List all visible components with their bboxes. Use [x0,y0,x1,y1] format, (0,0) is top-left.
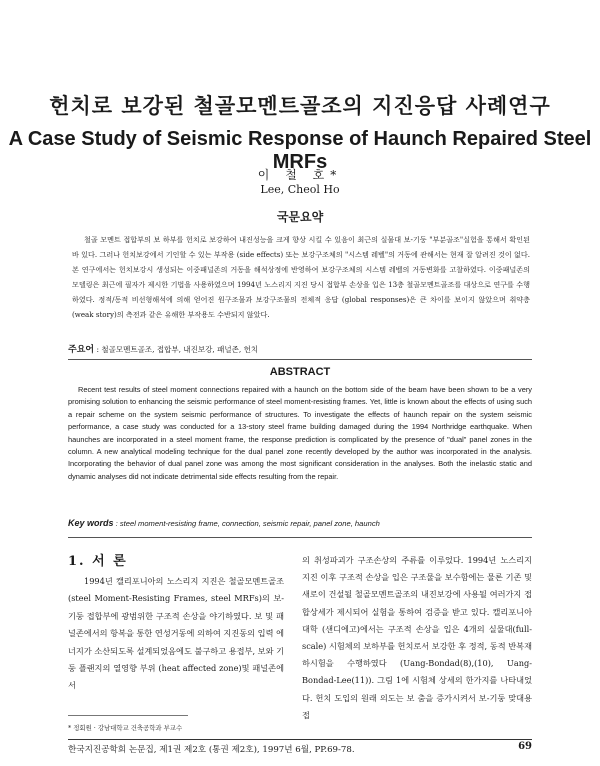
divider [68,537,532,538]
keywords-korean-text: : 철골모멘트골조, 접합부, 내진보강, 패널존, 헌치 [94,345,259,354]
abstract-korean: 철골 모멘트 접합부의 보 하부를 헌치로 보강하여 내진성능을 크게 향상 시킬 수 있음이 최근의 실물대 보-기둥 "부분골조"실험을 통해서 확인된 바 있다. 그러나 헌치보강에서 기인할 수 있는 부작용 (side effects) 또는 보강구조체의 "시스템 레벨"의 거동에 관해서는 현재 잘 알려진 것이 없다. 본 연구에서는 헌치보강시 생성되는 이중패널존의 거동을 해석상정에 반영하여 보강구조체의 시스템 레벨의 거동변화를 고찰하였다. 이중패널존의 모델링은 최근에 필자가 제시한 기법을 사용하였으며 1994년 노스리지 지진 당시 접합부 손상을 입은 13층 철골모멘트골조를 대상으로 연구를 수행하였다. 정적/동적 비선형해석에 의해 얻어진 원구조물과 보강구조물의 전체적 응답 (global responses)은 큰 차이를 보이지 않았으며 취약층 (weak story)의 측전과 같은 유해한 부작용도 수반되지 않았다. [72,235,530,319]
abstract-english-heading: ABSTRACT [269,366,331,378]
footer-rule [68,739,532,740]
author-korean: 이 철 호* [257,168,343,182]
author-english: Lee, Cheol Ho [260,183,340,196]
footnote-rule [68,715,188,716]
keywords-korean [68,342,530,355]
body-left-column: 1994년 캘리포니아의 노스리지 지진은 철골모멘트골조(steel Moment-Resisting Frames, steel MRFs)의 보-기둥 접합부에 광범위한 구조적 손상을 야기하였다. 보 및 패널존에서의 항복을 통한 연성거동에 의하여 지진동의 입력 에너지가 소산되도록 설계되었음에도 불구하고 용접부, 보와 기둥 플랜지의 열영향 부위 (heat affected zone)및 패널존에서 [68,576,284,691]
body-right-column: 의 취성파괴가 구조손상의 주류를 이루었다. 1994년 노스리지 지진 이후 구조적 손상을 입은 구조물을 보수함에는 물론 기존 및 새로이 건설될 철골모멘트골조의 내진보강에 사용될 여러가지 접합상세가 제시되어 실험을 통하여 검증을 받고 있다. 캘리포니아 대학 (샌디에고)에서는 구조적 손상을 입은 4개의 실물대(full-scale) 시험체의 보하부를 헌치로서 보강한 후 정적, 동적 반복재하시험을 수행하였다 (Uang-Bondad(8),(10), Uang-Bondad-Lee(11)). 그림 1에 시험체 상세의 한가지를 나타내었다. 헌치 도입의 원래 의도는 보 춤을 증가시켜서 보-기둥 맞대용접 [302,555,532,720]
keywords-english-label: Key words [68,518,114,528]
section-heading: 1. 서 론 [68,554,128,569]
title-english: A Case Study of Seismic Response of Haunch Repaired Steel MRFs [8,128,592,173]
title-korean: 헌치로 보강된 철골모멘트골조의 지진응답 사례연구 [49,93,551,118]
abstract-korean-heading: 국문요약 [276,210,324,224]
page-number: 69 [518,741,532,752]
divider [68,359,532,360]
keywords-korean-label: 주요어 [68,345,95,355]
footnote: * 정회원 · 강남대학교 건축공학과 부교수 [68,724,183,732]
journal-footer: 한국지진공학회 논문집, 제1권 제2호 (통권 제2호), 1997년 6월, PP.69-78. [68,745,355,755]
keywords-english-text: : steel moment-resisting frame, connection, seismic repair, panel zone, haunch [113,519,380,528]
keywords-english [68,518,532,528]
abstract-english: Recent test results of steel moment connections repaired with a haunch on the bottom side of the beam have been shown to be a very promising solution to enhancing the seismic performance of steel moment-resisting frames. Yet, little is known about the effects of using such a repair scheme on the system seismic performance of structures. To investigate the effects of haunch repair on the system seismic performance, a case study was conducted for a 13-story steel frame building damaged during the 1994 Northridge earthquake. When haunches are incorporated in a steel moment frame, the response prediction is complicated by the presence of "dual" panel zones in the column. A new analytical modeling technique for the dual panel zone recently developed by the author was incorporated in the analysis. Incorporating the behavior of dual panel zone was among the most significant consideration in the analyses. Both the inelastic static and dynamic analyses did not indicate detrimental side effects resulting from the repair. [68,385,532,481]
